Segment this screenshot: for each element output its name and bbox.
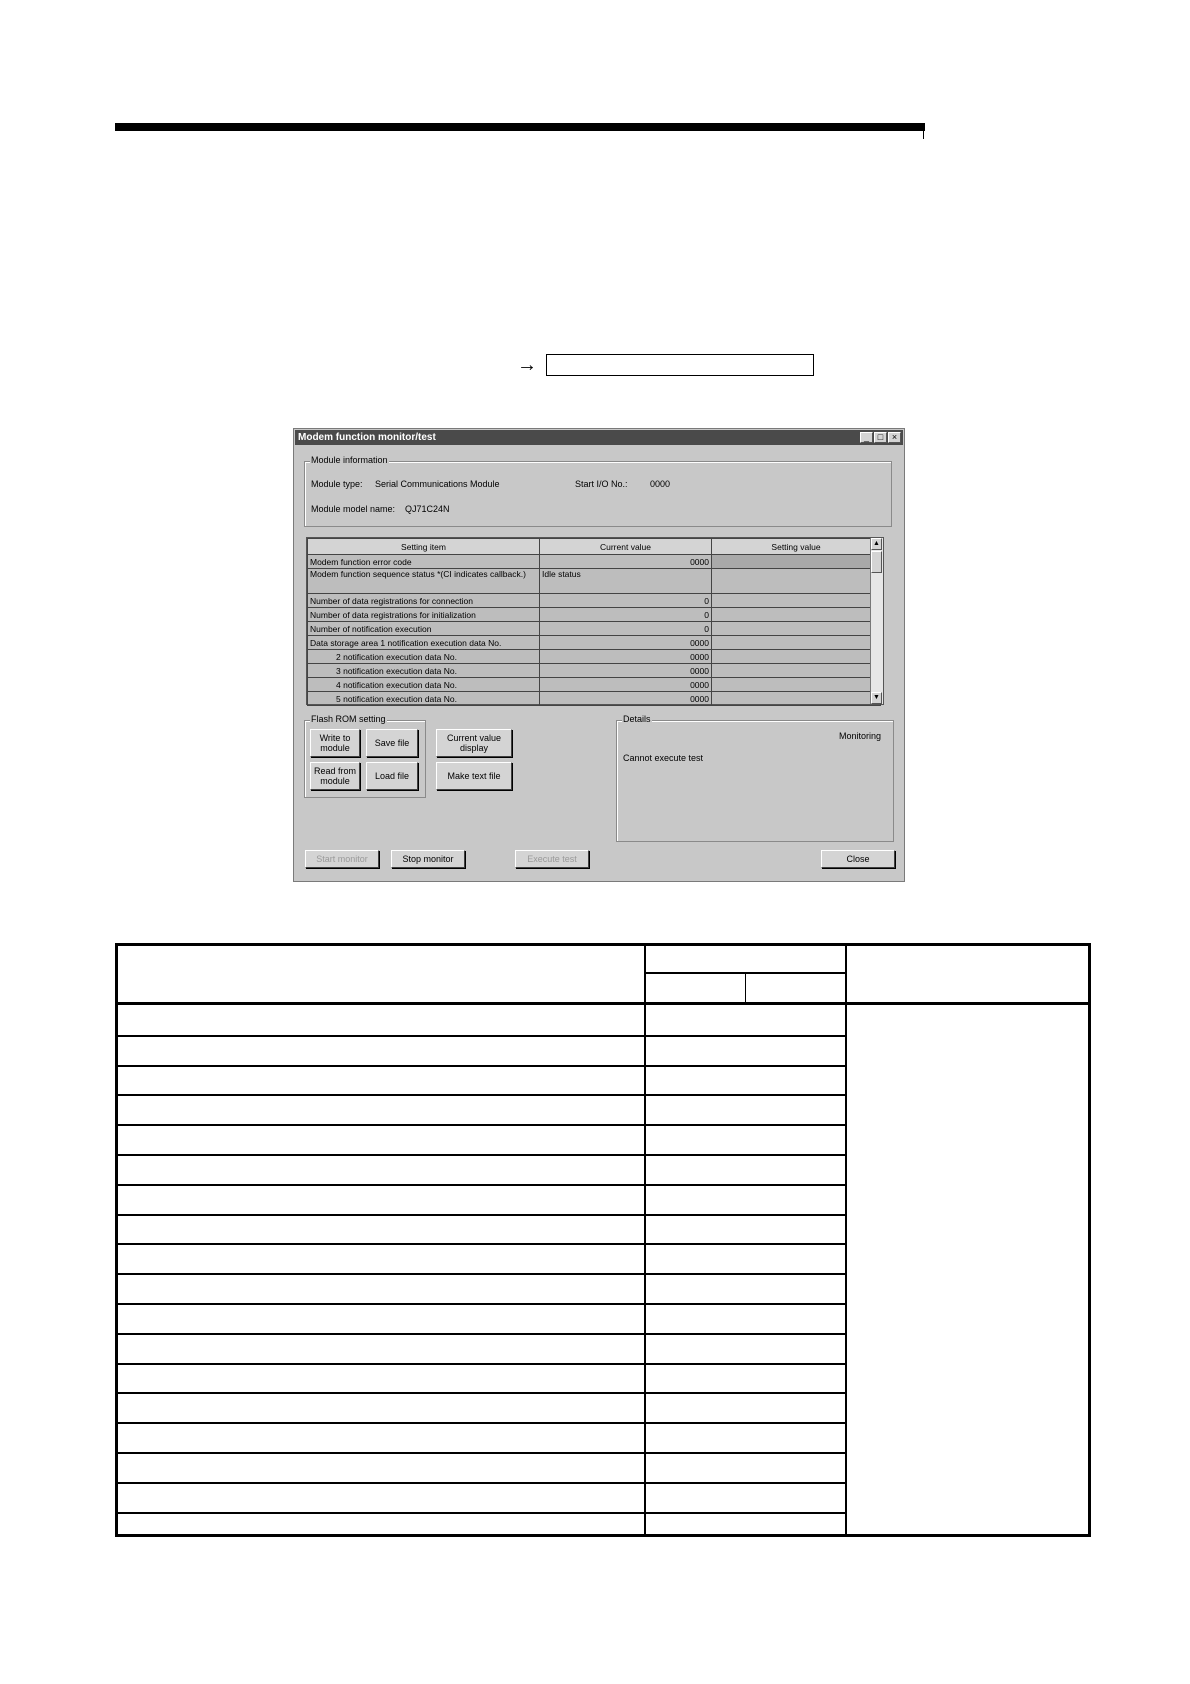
- table-row[interactable]: [308, 555, 881, 569]
- close-button[interactable]: Close: [821, 850, 895, 868]
- maximize-icon[interactable]: □: [874, 432, 887, 443]
- column-divider: [745, 973, 746, 1003]
- row-setting[interactable]: [712, 622, 881, 636]
- module-type-value: Serial Communications Module: [375, 479, 500, 489]
- row-current: 0000: [540, 692, 712, 706]
- arrow-icon: →: [517, 354, 537, 376]
- row-current: 0: [540, 608, 712, 622]
- row-divider: [115, 1154, 847, 1156]
- window-title: Modem function monitor/test: [298, 432, 436, 443]
- table-row[interactable]: [308, 636, 881, 650]
- row-divider: [644, 972, 847, 974]
- module-type-label: Module type:: [311, 479, 363, 489]
- model-name-label: Module model name:: [311, 504, 396, 514]
- row-divider: [115, 1214, 847, 1216]
- close-icon[interactable]: ×: [888, 432, 901, 443]
- row-setting[interactable]: [712, 569, 881, 594]
- row-divider: [115, 1392, 847, 1394]
- row-item: Data storage area 1 notification execution data No.: [308, 636, 540, 650]
- window-titlebar: [295, 430, 903, 445]
- row-item: Number of notification execution: [308, 622, 540, 636]
- table-row[interactable]: [308, 594, 881, 608]
- row-divider: [115, 1273, 847, 1275]
- model-name-value: QJ71C24N: [405, 504, 450, 514]
- row-current: 0000: [540, 650, 712, 664]
- row-item: Number of data registrations for initialization: [308, 608, 540, 622]
- row-item: 5 notification execution data No.: [308, 692, 540, 706]
- details-status: Monitoring: [838, 731, 881, 741]
- row-item: Modem function sequence status *(CI indicates callback.): [308, 569, 540, 594]
- row-setting[interactable]: [712, 594, 881, 608]
- row-current: Idle status: [540, 569, 712, 594]
- write-to-module-button[interactable]: Write to module: [310, 729, 360, 757]
- row-divider: [115, 1184, 847, 1186]
- row-divider: [115, 1333, 847, 1335]
- make-text-file-button[interactable]: Make text file: [436, 762, 512, 790]
- load-file-button[interactable]: Load file: [366, 762, 418, 790]
- table-row[interactable]: [308, 569, 881, 594]
- table-row[interactable]: [308, 650, 881, 664]
- table-row[interactable]: [308, 608, 881, 622]
- header-setting-item: Setting item: [308, 539, 540, 555]
- row-current: 0000: [540, 678, 712, 692]
- grid-scrollbar[interactable]: [870, 538, 883, 704]
- flash-rom-title: Flash ROM setting: [311, 714, 386, 724]
- scroll-up-icon[interactable]: ▲: [871, 538, 882, 550]
- scroll-thumb[interactable]: [871, 551, 882, 573]
- row-setting[interactable]: [712, 650, 881, 664]
- menu-path-box: [546, 354, 814, 376]
- column-divider: [644, 943, 646, 1537]
- scroll-down-icon[interactable]: ▼: [871, 692, 882, 704]
- save-file-button[interactable]: Save file: [366, 729, 418, 757]
- row-current: 0000: [540, 555, 712, 569]
- row-item: Modem function error code: [308, 555, 540, 569]
- row-setting[interactable]: [712, 692, 881, 706]
- header-divider: [115, 1002, 1091, 1005]
- start-io-label: Start I/O No.:: [575, 479, 628, 489]
- reference-table: [115, 943, 1091, 1537]
- row-divider: [115, 1065, 847, 1067]
- row-divider: [115, 1035, 847, 1037]
- row-setting[interactable]: [712, 555, 881, 569]
- header-rule-tick: [923, 131, 924, 139]
- stop-monitor-button[interactable]: Stop monitor: [391, 850, 465, 868]
- table-row[interactable]: [308, 622, 881, 636]
- row-setting[interactable]: [712, 678, 881, 692]
- start-monitor-button[interactable]: Start monitor: [305, 850, 379, 868]
- row-divider: [115, 1094, 847, 1096]
- row-current: 0000: [540, 664, 712, 678]
- row-divider: [115, 1363, 847, 1365]
- row-divider: [115, 1482, 847, 1484]
- flash-rom-group: [304, 714, 426, 798]
- row-current: 0000: [540, 636, 712, 650]
- details-message: Cannot execute test: [623, 753, 704, 763]
- table-row[interactable]: [308, 678, 881, 692]
- modem-monitor-window: [293, 428, 905, 882]
- row-divider: [115, 1452, 847, 1454]
- table-row[interactable]: [308, 664, 881, 678]
- column-divider: [845, 943, 847, 1537]
- row-setting[interactable]: [712, 636, 881, 650]
- header-rule: [115, 123, 925, 131]
- module-info-title: Module information: [311, 455, 388, 465]
- row-item: Number of data registrations for connection: [308, 594, 540, 608]
- current-value-display-button[interactable]: Current value display: [436, 729, 512, 757]
- row-setting[interactable]: [712, 608, 881, 622]
- row-current: 0: [540, 594, 712, 608]
- execute-test-button[interactable]: Execute test: [515, 850, 589, 868]
- header-setting-value: Setting value: [712, 539, 881, 555]
- table-border: [115, 943, 1091, 1537]
- row-divider: [115, 1303, 847, 1305]
- table-row[interactable]: [308, 692, 881, 706]
- row-item: 2 notification execution data No.: [308, 650, 540, 664]
- row-item: 3 notification execution data No.: [308, 664, 540, 678]
- row-current: 0: [540, 622, 712, 636]
- read-from-module-button[interactable]: Read from module: [310, 762, 360, 790]
- row-setting[interactable]: [712, 664, 881, 678]
- module-info-group: [304, 455, 892, 527]
- header-current-value: Current value: [540, 539, 712, 555]
- details-title: Details: [623, 714, 651, 724]
- minimize-icon[interactable]: _: [860, 432, 873, 443]
- row-item: 4 notification execution data No.: [308, 678, 540, 692]
- row-divider: [115, 1512, 847, 1514]
- settings-grid: [306, 537, 884, 705]
- row-divider: [115, 1243, 847, 1245]
- start-io-value: 0000: [650, 479, 671, 489]
- row-divider: [115, 1422, 847, 1424]
- row-divider: [115, 1124, 847, 1126]
- details-group: [616, 714, 894, 842]
